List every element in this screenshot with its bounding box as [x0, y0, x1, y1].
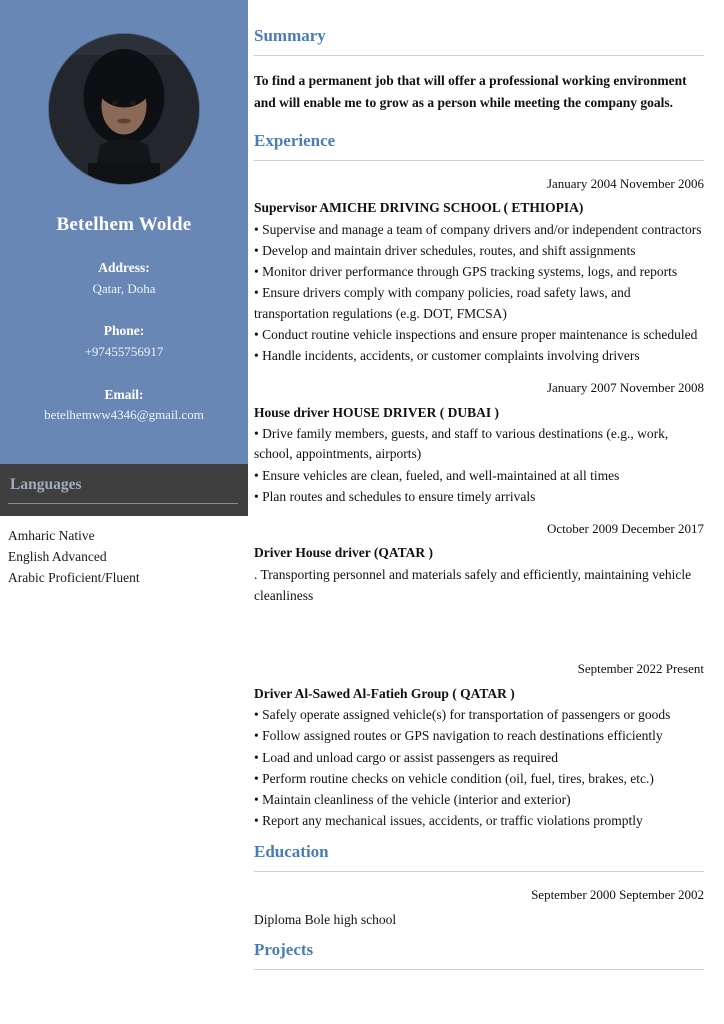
phone-label: Phone:	[103, 323, 145, 339]
language-item: Arabic Proficient/Fluent	[8, 570, 140, 585]
languages-list	[0, 516, 248, 588]
projects-title: Projects	[254, 940, 704, 970]
address-value: Qatar, Doha	[92, 280, 156, 296]
portrait-image	[49, 34, 199, 184]
job-dates: January 2007 November 2008	[546, 380, 704, 396]
job-dates: October 2009 December 2017	[546, 521, 704, 537]
job-title: Supervisor AMICHE DRIVING SCHOOL ( ETHIOPIA)	[254, 200, 584, 216]
experience-entry	[254, 379, 704, 507]
languages-title: Languages	[8, 476, 238, 504]
job-bullet: • Load and unload cargo or assist passengers as required	[254, 749, 559, 765]
job-dates: January 2004 November 2006	[546, 175, 704, 191]
job-bullet: • Follow assigned routes or GPS navigation to reach destinations efficiently	[254, 728, 663, 744]
job-title: Driver House driver (QATAR )	[254, 545, 433, 561]
contact-phone	[14, 320, 234, 362]
job-bullet: • Ensure vehicles are clean, fueled, and well-maintained at all times	[254, 467, 620, 483]
job-bullet: • Drive family members, guests, and staff to various destinations (e.g., work, school, appointments, airports)	[254, 426, 669, 462]
experience-entry	[254, 660, 704, 831]
education-dates: September 2000 September 2002	[531, 886, 704, 902]
job-bullet: • Maintain cleanliness of the vehicle (interior and exterior)	[254, 792, 571, 808]
candidate-name: Betelhem Wolde	[56, 214, 192, 235]
job-bullet: • Handle incidents, accidents, or customer complaints involving drivers	[254, 348, 640, 364]
languages-section-header	[0, 464, 248, 516]
contact-info	[14, 257, 234, 426]
job-bullet: • Report any mechanical issues, accidents, or traffic violations promptly	[254, 813, 643, 829]
job-bullet: • Supervise and manage a team of company drivers and/or independent contractors	[254, 221, 702, 237]
email-label: Email:	[104, 386, 144, 402]
main-content	[248, 0, 724, 1024]
job-bullet: • Monitor driver performance through GPS tracking systems, logs, and reports	[254, 264, 678, 280]
experience-title: Experience	[254, 131, 704, 161]
job-bullet: • Safely operate assigned vehicle(s) for transportation of passengers or goods	[254, 707, 671, 723]
sidebar	[0, 0, 248, 1024]
summary-title: Summary	[254, 26, 704, 56]
job-bullet: • Develop and maintain driver schedules, routes, and shift assignments	[254, 242, 636, 258]
job-bullet: • Plan routes and schedules to ensure timely arrivals	[254, 488, 536, 504]
sidebar-header	[0, 0, 248, 464]
education-detail: Diploma Bole high school	[254, 911, 397, 927]
job-description-line: cleanliness	[254, 588, 314, 604]
job-description-line: . Transporting personnel and materials safely and efficiently, maintaining vehicle	[254, 566, 692, 582]
experience-entry	[254, 520, 704, 606]
contact-email	[14, 384, 234, 426]
summary-text: To find a permanent job that will offer a professional working environment and will enable me to grow as a person while meeting the company goals.	[254, 73, 687, 111]
job-bullet: • Ensure drivers comply with company policies, road safety laws, and transportation regulations (e.g. DOT, FMCSA)	[254, 285, 631, 321]
address-label: Address:	[98, 260, 150, 275]
phone-value: +97455756917	[84, 343, 164, 359]
email-value: betelhemww4346@gmail.com	[44, 407, 204, 423]
language-item: English Advanced	[8, 549, 107, 564]
job-title: House driver HOUSE DRIVER ( DUBAI )	[254, 404, 500, 420]
job-title: Driver Al-Sawed Al-Fatieh Group ( QATAR )	[254, 685, 515, 701]
profile-photo	[49, 34, 199, 184]
job-bullet: • Conduct routine vehicle inspections and ensure proper maintenance is scheduled	[254, 326, 698, 342]
experience-entry	[254, 175, 704, 367]
language-item: Amharic Native	[8, 528, 95, 543]
education-title: Education	[254, 842, 704, 872]
job-bullet: • Perform routine checks on vehicle condition (oil, fuel, tires, brakes, etc.)	[254, 770, 654, 786]
job-dates: September 2022 Present	[577, 661, 704, 677]
contact-address	[14, 257, 234, 299]
